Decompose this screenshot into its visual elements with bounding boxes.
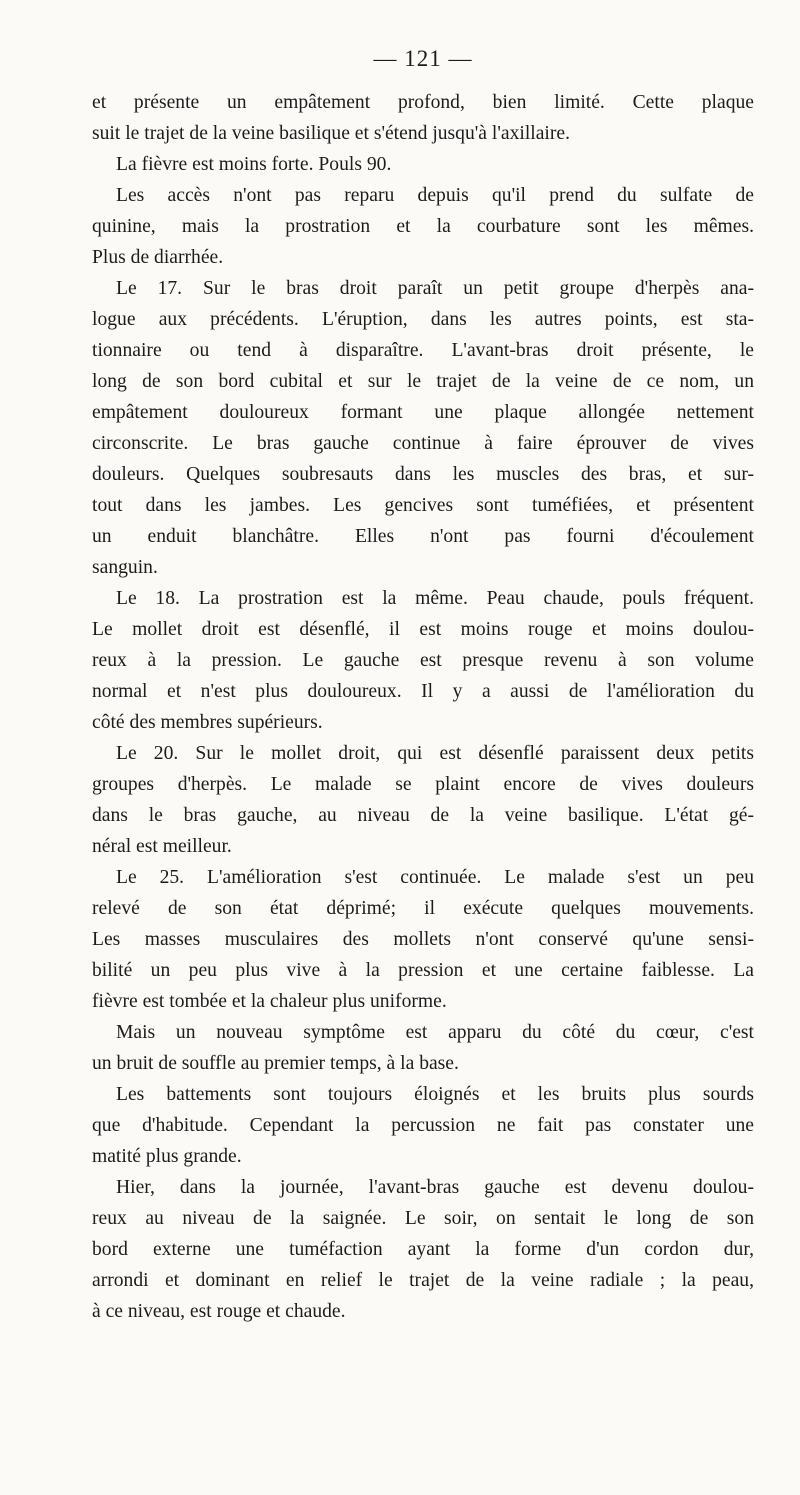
text-line: circonscrite. Le bras gauche continue à faire éprouver de vives	[92, 433, 754, 454]
text-line: bord externe une tuméfaction ayant la forme d'un cordon dur,	[92, 1239, 754, 1260]
text-line: arrondi et dominant en relief le trajet de la veine radiale ; la peau,	[92, 1270, 754, 1291]
text-line: que d'habitude. Cependant la percussion ne fait pas constater une	[92, 1115, 754, 1136]
text-line: reux à la pression. Le gauche est presque revenu à son volume	[92, 650, 754, 671]
paragraph	[92, 862, 754, 1017]
text-line: Le 20. Sur le mollet droit, qui est désenflé paraissent deux petits	[116, 743, 754, 764]
text-line: quinine, mais la prostration et la courbature sont les mêmes.	[92, 216, 754, 237]
page-number-header: — 121 —	[373, 46, 473, 71]
text-line: un enduit blanchâtre. Elles n'ont pas fourni d'écoulement	[92, 526, 754, 547]
text-line: et présente un empâtement profond, bien limité. Cette plaque	[92, 92, 754, 113]
text-line: empâtement douloureux formant une plaque allongée nettement	[92, 402, 754, 423]
paragraph	[92, 583, 754, 738]
paragraph	[92, 149, 754, 180]
text-line: Le mollet droit est désenflé, il est moins rouge et moins doulou-	[92, 619, 754, 640]
text-line: un bruit de souffle au premier temps, à la base.	[92, 1053, 459, 1074]
text-line: tionnaire ou tend à disparaître. L'avant-bras droit présente, le	[92, 340, 754, 361]
text-line: long de son bord cubital et sur le trajet de la veine de ce nom, un	[92, 371, 754, 392]
text-line: logue aux précédents. L'éruption, dans les autres points, est sta-	[92, 309, 754, 330]
text-line: Mais un nouveau symptôme est apparu du côté du cœur, c'est	[116, 1022, 754, 1043]
paragraph	[92, 87, 754, 149]
paragraph	[92, 180, 754, 273]
paragraph	[92, 1172, 754, 1327]
text-line: tout dans les jambes. Les gencives sont tuméfiées, et présentent	[92, 495, 754, 516]
text-line: néral est meilleur.	[92, 836, 232, 857]
text-line: sanguin.	[92, 557, 158, 578]
paragraph	[92, 273, 754, 583]
paragraph	[92, 1079, 754, 1172]
text-line: fièvre est tombée et la chaleur plus uniforme.	[92, 991, 447, 1012]
text-line: Hier, dans la journée, l'avant-bras gauche est devenu doulou-	[116, 1177, 754, 1198]
text-line: côté des membres supérieurs.	[92, 712, 323, 733]
text-line: Les masses musculaires des mollets n'ont conservé qu'une sensi-	[92, 929, 754, 950]
text-line: groupes d'herpès. Le malade se plaint encore de vives douleurs	[92, 774, 754, 795]
text-line: Les accès n'ont pas reparu depuis qu'il prend du sulfate de	[116, 185, 754, 206]
text-line: à ce niveau, est rouge et chaude.	[92, 1301, 346, 1322]
text-line: Plus de diarrhée.	[92, 247, 224, 268]
paragraph	[92, 738, 754, 862]
text-line: dans le bras gauche, au niveau de la veine basilique. L'état gé-	[92, 805, 754, 826]
text-line: matité plus grande.	[92, 1146, 242, 1167]
text-line: normal et n'est plus douloureux. Il y a aussi de l'amélioration du	[92, 681, 754, 702]
text-line: Les battements sont toujours éloignés et les bruits plus sourds	[116, 1084, 754, 1105]
text-line: Le 18. La prostration est la même. Peau chaude, pouls fréquent.	[116, 588, 754, 609]
text-line: douleurs. Quelques soubresauts dans les muscles des bras, et sur-	[92, 464, 754, 485]
text-line: Le 17. Sur le bras droit paraît un petit groupe d'herpès ana-	[116, 278, 754, 299]
text-line: suit le trajet de la veine basilique et s'étend jusqu'à l'axillaire.	[92, 123, 570, 144]
text-line: relevé de son état déprimé; il exécute quelques mouvements.	[92, 898, 754, 919]
text-line: reux au niveau de la saignée. Le soir, on sentait le long de son	[92, 1208, 754, 1229]
text-line: Le 25. L'amélioration s'est continuée. Le malade s'est un peu	[116, 867, 754, 888]
paragraph	[92, 1017, 754, 1079]
text-line: bilité un peu plus vive à la pression et une certaine faiblesse. La	[92, 960, 754, 981]
text-line: La fièvre est moins forte. Pouls 90.	[116, 154, 392, 175]
book-page	[92, 0, 754, 1495]
body-text	[92, 87, 754, 1327]
